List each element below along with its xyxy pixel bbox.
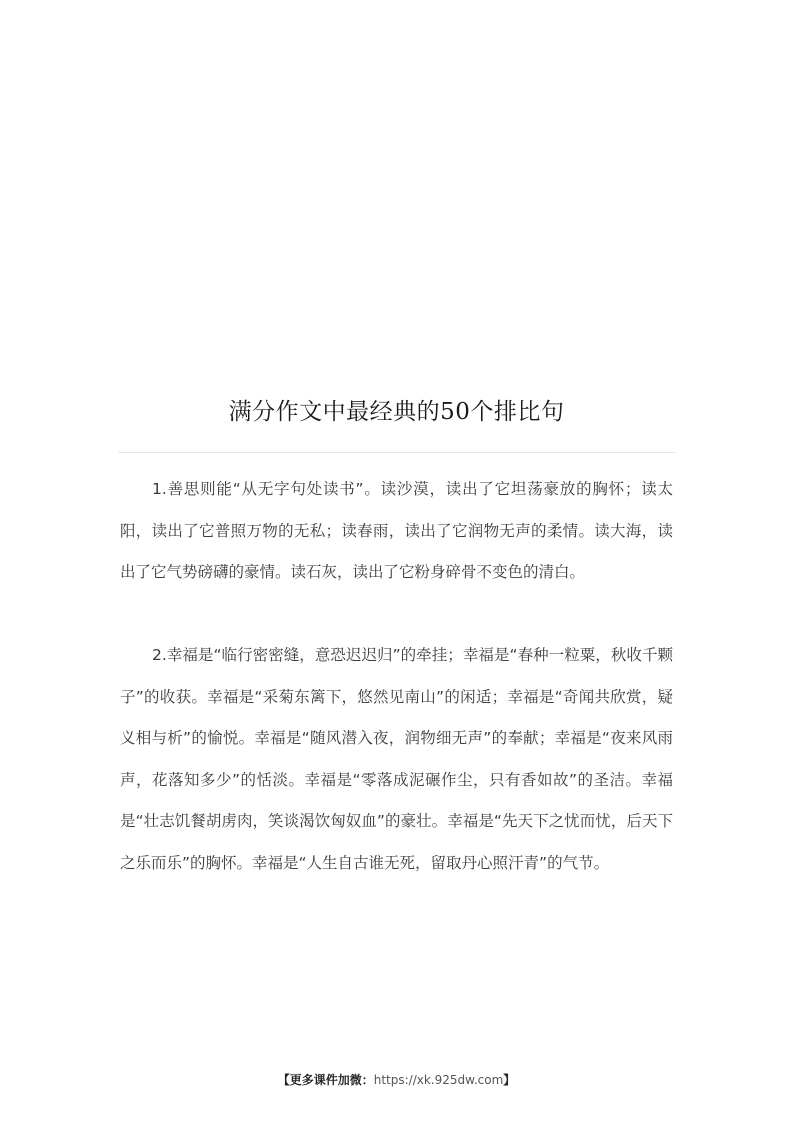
title-divider <box>118 452 675 453</box>
page-footer <box>0 1070 793 1090</box>
paragraph-2: 2.幸福是“临行密密缝，意恐迟迟归”的牵挂；幸福是“春种一粒粟，秋收千颗子”的收获。幸福是“采菊东篱下，悠然见南山”的闲适；幸福是“奇闻共欣赏，疑义相与析”的愉悦。幸福是“随风潜入夜，润物细无声”的奉献；幸福是“夜来风雨声，花落知多少”的恬淡。幸福是“零落成泥碾作尘，只有香如故”的圣洁。幸福是“壮志饥餐胡虏肉，笑谈渴饮匈奴血”的豪壮。幸福是“先天下之忧而忧，后天下之乐而乐”的胸怀。幸福是“人生自古谁无死，留取丹心照汗青”的气节。 <box>120 646 673 872</box>
footer-right-text: 】 <box>503 1073 516 1087</box>
page-title: 满分作文中最经典的50个排比句 <box>228 399 565 425</box>
footer-url[interactable]: https://xk.925dw.com <box>373 1073 504 1087</box>
footer-left-text: 【更多课件加微： <box>277 1073 374 1087</box>
paragraph-1: 1.善思则能“从无字句处读书”。读沙漠，读出了它坦荡豪放的胸怀；读太阳，读出了它普照万物的无私；读春雨，读出了它润物无声的柔情。读大海，读出了它气势磅礴的豪情。读石灰，读出了它粉身碎骨不变色的清白。 <box>120 480 673 581</box>
